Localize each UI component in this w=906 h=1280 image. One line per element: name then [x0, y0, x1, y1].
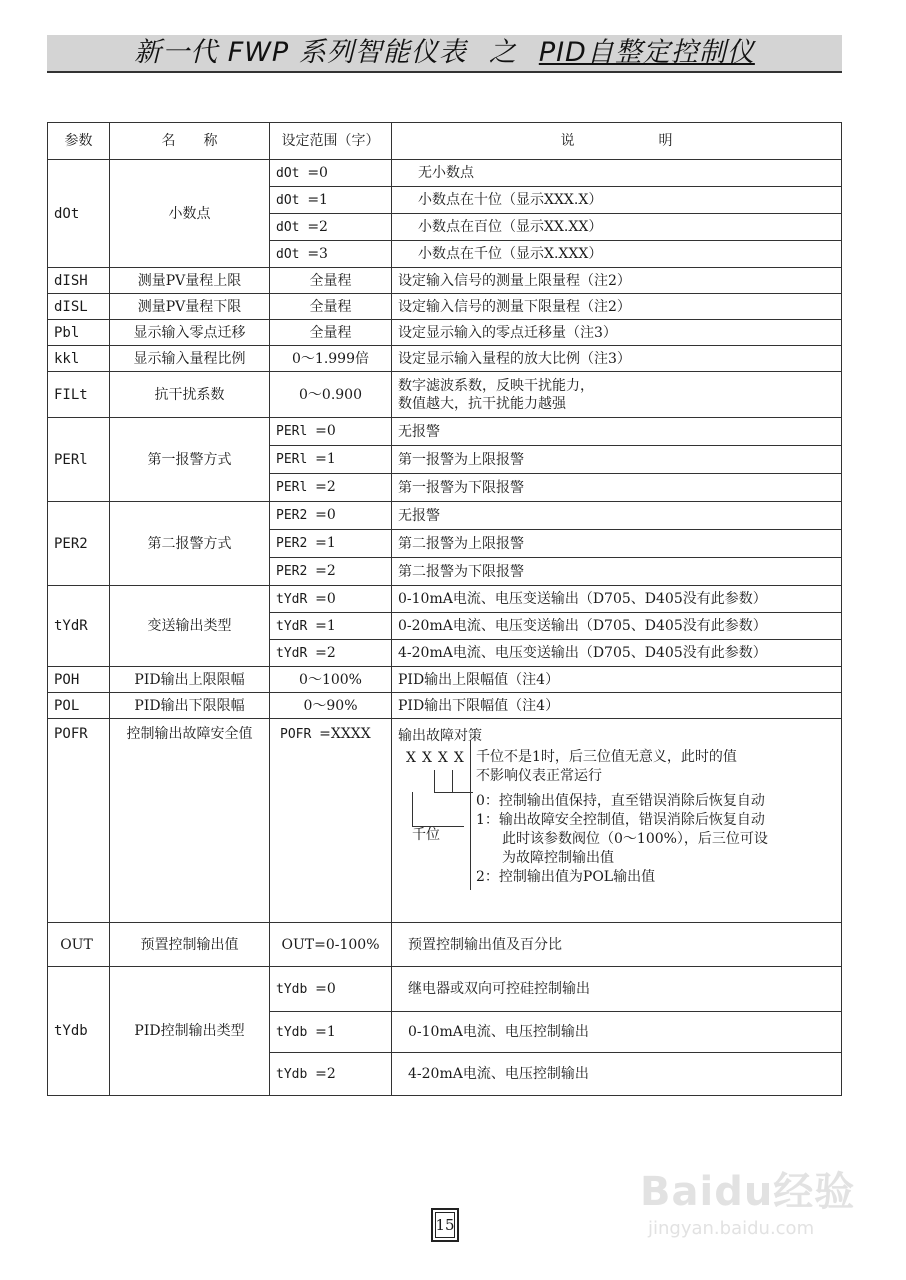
range-code: dOt — [276, 192, 300, 208]
param-code: dISL — [48, 294, 110, 320]
range-cell — [270, 214, 392, 241]
param-name: 测量PV量程下限 — [110, 294, 270, 320]
pofa-option: 为故障控制输出值 — [502, 850, 614, 866]
param-desc: 无小数点 — [392, 160, 842, 187]
param-code: dOt — [48, 160, 110, 268]
page-header — [47, 35, 842, 73]
range-cell — [270, 586, 392, 613]
param-name: 小数点 — [110, 160, 270, 268]
range-cell — [270, 967, 392, 1012]
range-value: =1 — [315, 1023, 336, 1040]
param-code: kkl — [48, 346, 110, 372]
table-row — [48, 346, 842, 372]
param-desc: 第一报警为下限报警 — [392, 474, 842, 502]
range-cell — [270, 1012, 392, 1053]
table-row — [48, 160, 842, 187]
param-desc: 设定显示输入的零点迁移量（注3） — [392, 320, 842, 346]
table-header-row — [48, 123, 842, 160]
param-code: Pbl — [48, 320, 110, 346]
watermark-url: jingyan.baidu.com — [648, 1218, 815, 1239]
tree-line — [434, 770, 473, 793]
param-code: tYdb — [48, 967, 110, 1096]
range-value: =0 — [315, 590, 336, 607]
param-desc: 设定显示输入量程的放大比例（注3） — [392, 346, 842, 372]
tree-line — [470, 790, 471, 890]
range-code: PERl — [276, 424, 308, 439]
column-header: 参数 — [48, 123, 110, 160]
range-value: =1 — [315, 451, 336, 467]
range-value: =2 — [315, 644, 336, 661]
param-range: 0～90% — [270, 693, 392, 719]
param-code: POL — [48, 693, 110, 719]
range-cell — [270, 241, 392, 268]
param-desc: 0-10mA电流、电压变送输出（D705、D405没有此参数） — [392, 586, 842, 613]
range-code: PER2 — [276, 564, 308, 579]
param-desc: 第二报警为上限报警 — [392, 530, 842, 558]
param-code: FILt — [48, 372, 110, 418]
param-desc: PID输出下限幅值（注4） — [392, 693, 842, 719]
param-name: 变送输出类型 — [110, 586, 270, 667]
param-desc: 第一报警为上限报警 — [392, 446, 842, 474]
param-range: 0～100% — [270, 667, 392, 693]
param-desc — [392, 372, 842, 418]
param-desc: 小数点在十位（显示XXX.X） — [392, 187, 842, 214]
param-name: 抗干扰系数 — [110, 372, 270, 418]
page-number: 15 — [431, 1208, 459, 1242]
pofa-xxxx: XXXX — [406, 750, 470, 766]
param-code: PERl — [48, 418, 110, 502]
range-cell — [270, 502, 392, 530]
range-code: tYdb — [276, 981, 308, 997]
param-code: dISH — [48, 268, 110, 294]
param-desc: 第二报警为下限报警 — [392, 558, 842, 586]
range-code: dOt — [276, 246, 300, 262]
range-cell — [270, 160, 392, 187]
param-desc: PID输出上限幅值（注4） — [392, 667, 842, 693]
param-range: 全量程 — [270, 294, 392, 320]
param-desc: 小数点在百位（显示XX.XX） — [392, 214, 842, 241]
range-code: PERl — [276, 452, 308, 467]
range-value: =0 — [315, 980, 336, 997]
pofa-note — [476, 748, 737, 786]
range-cell — [270, 640, 392, 667]
range-value: =2 — [315, 563, 336, 579]
param-desc: 设定输入信号的测量上限量程（注2） — [392, 268, 842, 294]
param-desc: 继电器或双向可控硅控制输出 — [392, 967, 842, 1012]
param-name: 控制输出故障安全值 — [110, 719, 270, 923]
range-code: dOt — [276, 219, 300, 235]
param-name: 预置控制输出值 — [110, 923, 270, 967]
param-code: POH — [48, 667, 110, 693]
pofa-description — [392, 719, 841, 896]
header-title — [47, 35, 842, 71]
range-code: tYdb — [276, 1066, 308, 1082]
header-title-prefix: 新一代 FWP 系列智能仪表 — [134, 37, 467, 68]
column-header: 名 称 — [110, 123, 270, 160]
range-value: =1 — [315, 535, 336, 551]
range-cell — [270, 719, 392, 923]
range-cell — [270, 613, 392, 640]
pofa-option: 此时该参数阀位（0～100%），后三位可设 — [502, 831, 768, 847]
param-desc: 4-20mA电流、电压控制输出 — [392, 1053, 842, 1096]
param-desc: 无报警 — [392, 502, 842, 530]
range-code: tYdb — [276, 1024, 308, 1040]
range-value: =2 — [315, 1065, 336, 1082]
table-row — [48, 719, 842, 923]
range-value: =2 — [307, 218, 328, 235]
range-value: =1 — [315, 617, 336, 634]
param-desc: 无报警 — [392, 418, 842, 446]
table-row — [48, 320, 842, 346]
param-name: 第一报警方式 — [110, 418, 270, 502]
pofa-note-line: 千位不是1时，后三位值无意义，此时的值 — [476, 749, 737, 765]
pofa-note-line: 不影响仪表正常运行 — [476, 768, 602, 784]
watermark-logo: Baidu经验 — [640, 1169, 856, 1215]
param-desc: 4-20mA电流、电压变送输出（D705、D405没有此参数） — [392, 640, 842, 667]
pofa-desc-cell — [392, 719, 842, 923]
pofa-options — [476, 792, 768, 887]
param-name: PID控制输出类型 — [110, 967, 270, 1096]
range-value: =3 — [307, 245, 328, 262]
param-range: 全量程 — [270, 320, 392, 346]
param-desc: 预置控制输出值及百分比 — [392, 923, 842, 967]
param-code: OUT — [48, 923, 110, 967]
range-cell — [270, 558, 392, 586]
param-range: 0～1.999倍 — [270, 346, 392, 372]
table-row — [48, 418, 842, 446]
param-code: POFR — [48, 719, 110, 923]
param-code: tYdR — [48, 586, 110, 667]
range-cell — [270, 418, 392, 446]
param-desc-line: 数值越大，抗干扰能力越强 — [398, 395, 566, 412]
param-name: 显示输入量程比例 — [110, 346, 270, 372]
range-code: tYdR — [276, 645, 308, 661]
range-cell — [270, 187, 392, 214]
param-name: 测量PV量程上限 — [110, 268, 270, 294]
pofa-option: 0：控制输出值保持，直至错误消除后恢复自动 — [476, 793, 765, 809]
pofa-thousands-label: 千位 — [412, 827, 440, 843]
range-cell — [270, 530, 392, 558]
range-value: =XXXX — [319, 726, 371, 742]
baidu-watermark — [640, 1150, 870, 1250]
param-code: PER2 — [48, 502, 110, 586]
pofa-title: 输出故障对策 — [398, 728, 482, 744]
param-name: PID输出上限限幅 — [110, 667, 270, 693]
range-value: =0 — [315, 507, 336, 523]
pofa-option: 1：输出故障安全控制值，错误消除后恢复自动 — [476, 812, 765, 828]
table-row — [48, 294, 842, 320]
param-name: PID输出下限限幅 — [110, 693, 270, 719]
range-value: =1 — [307, 191, 328, 208]
table-row — [48, 502, 842, 530]
range-cell — [270, 446, 392, 474]
param-range: OUT=0-100% — [270, 923, 392, 967]
range-code: tYdR — [276, 591, 308, 607]
range-code: POFR — [280, 727, 312, 742]
range-value: =0 — [307, 164, 328, 181]
param-desc: 0-10mA电流、电压控制输出 — [392, 1012, 842, 1053]
parameter-table — [47, 122, 842, 1096]
column-header: 说 明 — [392, 123, 842, 160]
range-code: dOt — [276, 165, 300, 181]
pofa-option: 2：控制输出值为POL输出值 — [476, 869, 656, 885]
header-title-main: PID自整定控制仪 — [538, 37, 755, 68]
column-header: 设定范围（字） — [270, 123, 392, 160]
param-desc-line: 数字滤波系数，反映干扰能力， — [398, 377, 594, 394]
param-name: 显示输入零点迁移 — [110, 320, 270, 346]
header-title-join: 之 — [488, 37, 517, 68]
param-range: 全量程 — [270, 268, 392, 294]
range-code: PERl — [276, 480, 308, 495]
table-row — [48, 372, 842, 418]
range-cell — [270, 1053, 392, 1096]
param-desc: 设定输入信号的测量下限量程（注2） — [392, 294, 842, 320]
range-value: =2 — [315, 479, 336, 495]
param-desc: 0-20mA电流、电压变送输出（D705、D405没有此参数） — [392, 613, 842, 640]
tree-line — [412, 792, 413, 826]
param-desc: 小数点在千位（显示X.XXX） — [392, 241, 842, 268]
param-range: 0～0.900 — [270, 372, 392, 418]
table-row — [48, 667, 842, 693]
table-row — [48, 967, 842, 1012]
range-code: tYdR — [276, 618, 308, 634]
range-code: PER2 — [276, 536, 308, 551]
range-value: =0 — [315, 423, 336, 439]
range-cell — [270, 474, 392, 502]
range-code: PER2 — [276, 508, 308, 523]
table-row — [48, 268, 842, 294]
param-name: 第二报警方式 — [110, 502, 270, 586]
table-row — [48, 693, 842, 719]
table-row — [48, 923, 842, 967]
table-row — [48, 586, 842, 613]
